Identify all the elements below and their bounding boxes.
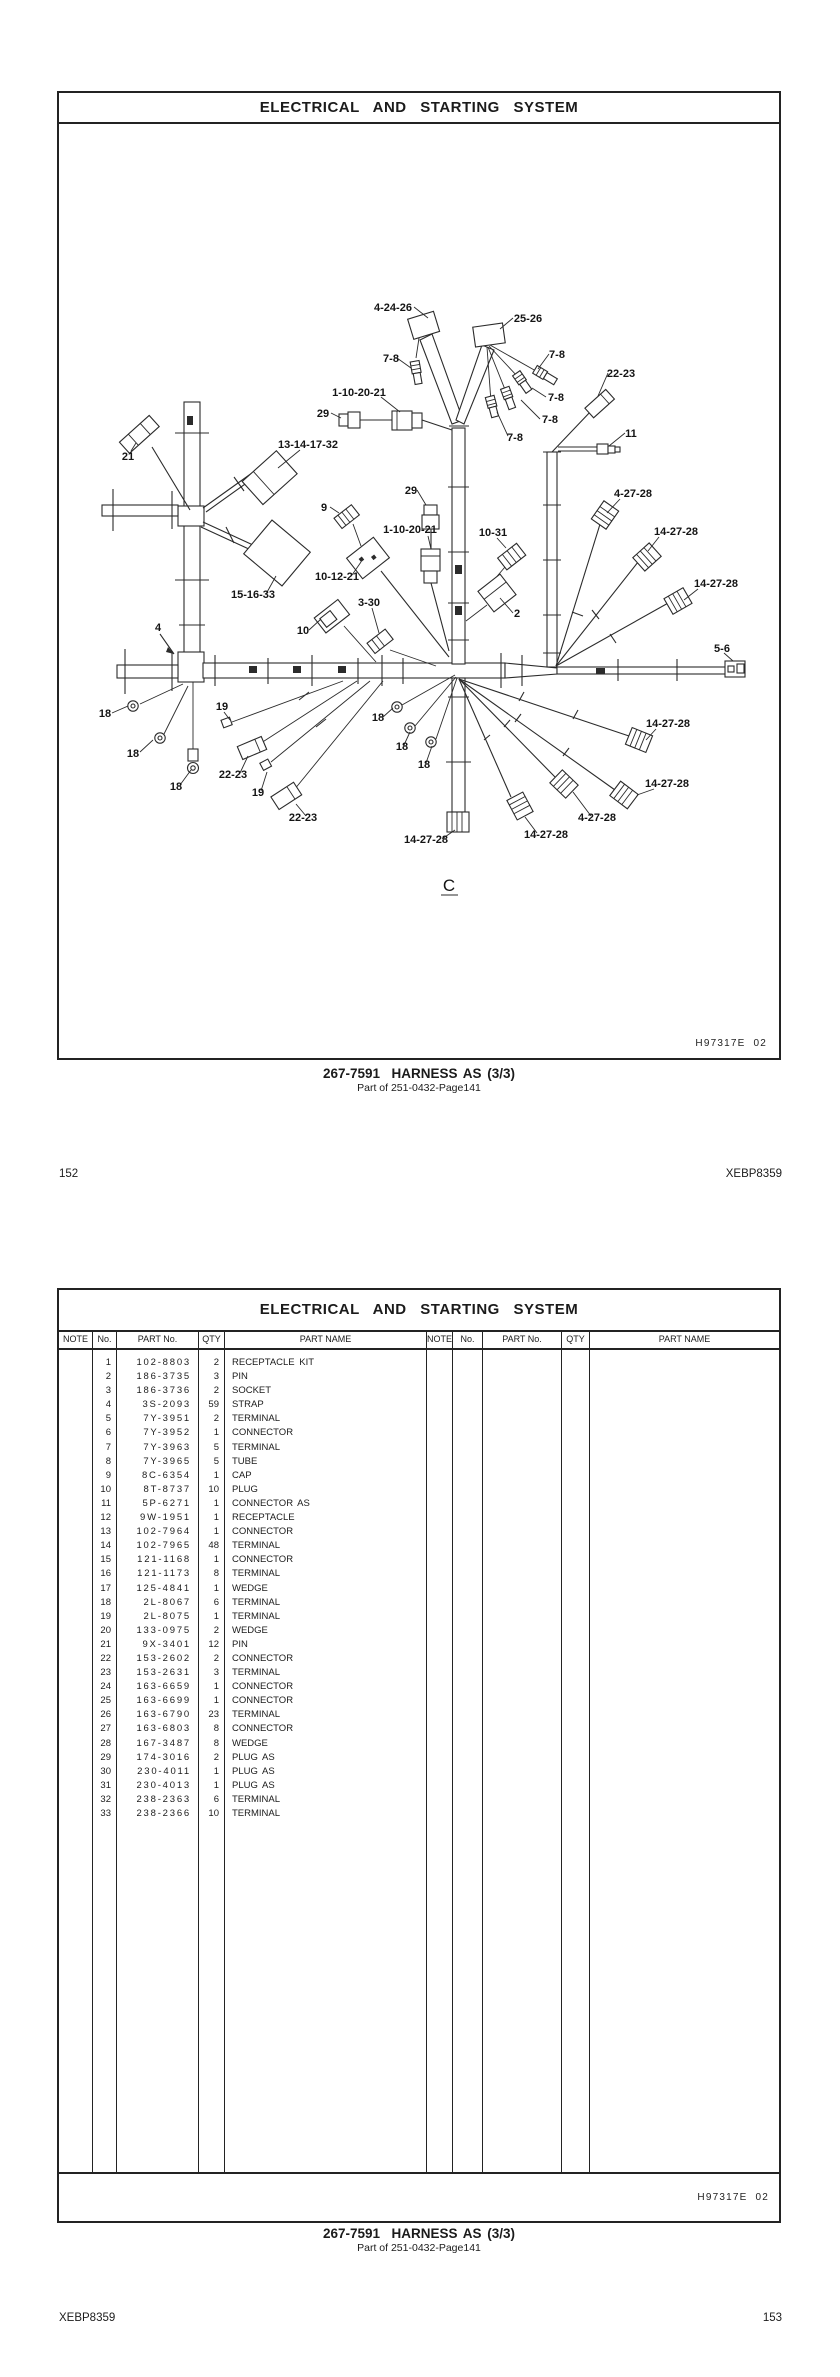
table-cell-name: CONNECTOR [232,1723,294,1735]
diagram-callout: 22-23 [606,368,636,380]
table-cell-no: 26 [100,1709,111,1721]
table-cell-qty: 8 [213,1568,219,1580]
table-cell-name: TERMINAL [232,1709,281,1721]
table-cell-part: 163-6659 [136,1681,191,1693]
column-body-part-name [225,1350,426,2172]
table-cell-name: TERMINAL [232,1610,281,1622]
table-cell-no: 25 [100,1695,111,1707]
table-cell-no: 3 [105,1385,111,1397]
table-cell-part: 186-3735 [136,1371,191,1383]
table-cell-no: 33 [100,1808,111,1819]
column-body-note-2 [427,1350,452,2172]
figure-label: C [442,876,456,895]
table-cell-name: CAP [232,1469,252,1481]
table-caption [57,2226,781,2254]
table-cell-qty: 23 [208,1709,219,1721]
column-header: PART NAME [225,1330,426,1350]
diagram-callout: 14-27-28 [645,718,691,730]
table-cell-part: 9X-3401 [142,1638,191,1650]
table-cell-name: STRAP [232,1399,264,1411]
diagram-callout: 11 [625,428,637,440]
column-header: PART NAME [590,1330,779,1350]
table-cell-qty: 6 [213,1793,219,1805]
diagram-callout: 22-23 [288,812,318,824]
table-cell-name: SOCKET [232,1385,272,1397]
table-cell-name: PIN [232,1638,248,1650]
diagram-callout: 14-27-28 [523,829,569,841]
column-header: NOTE [427,1330,452,1350]
table-cell-qty: 1 [213,1526,219,1538]
diagram-callout: 29 [404,485,418,497]
table-cell-name: PIN [232,1371,248,1383]
table-cell-qty: 48 [208,1540,219,1552]
table-cell-qty: 1 [213,1765,219,1777]
diagram-callout: 7-8 [549,349,565,361]
table-cell-part: 238-2366 [136,1808,191,1819]
page-number: 152 [59,1168,79,1180]
column-no-2 [453,1330,483,2172]
table-cell-name: CONNECTOR [232,1526,294,1538]
column-body-part-name-2 [590,1350,779,2172]
table-cell-no: 14 [100,1540,111,1552]
table-cell-no: 20 [100,1624,111,1636]
table-cell-qty: 1 [213,1681,219,1693]
diagram-callout: 19 [215,701,229,713]
sheet-title: ELECTRICAL AND STARTING SYSTEM [59,1290,779,1332]
table-cell-no: 11 [101,1497,111,1509]
table-cell-no: 2 [105,1371,111,1383]
table-cell-no: 18 [100,1596,111,1608]
diagram-callout: 14-27-28 [644,778,690,790]
table-cell-name: RECEPTACLE [232,1512,295,1524]
column-header: QTY [199,1330,224,1350]
table-cell-name: TERMINAL [232,1793,281,1805]
table-cell-qty: 12 [208,1638,219,1650]
table-cell-part: 8T-8737 [143,1483,191,1495]
caption-title: 267-7591 HARNESS AS (3/3) [322,1066,516,1081]
table-cell-part: 2L-8075 [143,1610,191,1622]
table-cell-qty: 2 [213,1751,219,1763]
table-cell-no: 7 [105,1441,111,1453]
table-cell-name: TERMINAL [232,1568,281,1580]
table-cell-part: 2L-8067 [143,1596,191,1608]
table-cell-no: 1 [105,1357,111,1368]
diagram-callout: 18 [98,708,112,720]
table-cell-qty: 1 [213,1512,219,1524]
table-cell-no: 10 [100,1483,111,1495]
column-body-no [93,1350,116,2172]
table-cell-qty: 8 [213,1723,219,1735]
table-cell-no: 4 [105,1399,111,1411]
table-cell-name: WEDGE [232,1737,268,1749]
diagram-callout: 3-30 [357,597,381,609]
table-cell-qty: 59 [208,1399,219,1411]
table-cell-part: 163-6803 [136,1723,191,1735]
diagram-callout: 21 [121,451,135,463]
column-header: QTY [562,1330,589,1350]
column-qty-2 [562,1330,590,2172]
table-cell-name: TERMINAL [232,1808,281,1819]
publication-code: XEBP8359 [59,2312,116,2324]
table-cell-part: 238-2363 [136,1793,191,1805]
table-cell-part: 3S-2093 [142,1399,191,1411]
table-cell-part: 230-4013 [136,1779,191,1791]
column-body-no-2 [453,1350,482,2172]
column-body-part-no [117,1350,198,2172]
table-cell-qty: 8 [213,1737,219,1749]
table-cell-qty: 1 [213,1469,219,1481]
table-cell-qty: 2 [213,1413,219,1425]
table-cell-name: RECEPTACLE KIT [232,1357,315,1368]
table-cell-no: 15 [100,1554,111,1566]
diagram-callout: 14-27-28 [653,526,699,538]
page-number: 153 [762,2312,782,2324]
table-cell-part: 186-3736 [136,1385,191,1397]
figure-caption [57,1066,781,1094]
table-cell-part: 9W-1951 [140,1512,191,1524]
column-body-part-no-2 [483,1350,561,2172]
table-cell-qty: 10 [208,1808,219,1819]
column-note [59,1330,93,2172]
diagram-callout: 25-26 [513,313,543,325]
diagram-callout: 4 [154,622,162,634]
harness-diagram [57,91,781,1060]
caption-subtitle: Part of 251-0432-Page141 [357,2242,481,2254]
column-header: No. [453,1330,482,1350]
table-cell-part: 102-7964 [136,1526,191,1538]
table-cell-part: 102-8803 [136,1357,191,1368]
table-cell-qty: 5 [213,1455,219,1467]
table-cell-part: 121-1173 [137,1568,191,1580]
diagram-callout: 19 [251,787,265,799]
table-cell-qty: 6 [213,1596,219,1608]
table-cell-qty: 1 [213,1610,219,1622]
column-part-no-2 [483,1330,562,2172]
table-cell-no: 28 [100,1737,111,1749]
table-cell-no: 31 [100,1779,111,1791]
table-cell-part: 133-0975 [136,1624,191,1636]
table-cell-name: PLUG AS [232,1765,275,1777]
table-cell-part: 102-7965 [136,1540,191,1552]
table-cell-name: TERMINAL [232,1540,281,1552]
table-cell-no: 13 [100,1526,111,1538]
column-part-no [117,1330,199,2172]
table-cell-no: 24 [100,1681,111,1693]
table-cell-part: 7Y-3963 [143,1441,191,1453]
table-cell-no: 12 [100,1512,111,1524]
table-cell-qty: 1 [213,1427,219,1439]
column-body-qty-2 [562,1350,589,2172]
table-cell-no: 27 [100,1723,111,1735]
table-cell-name: CONNECTOR [232,1427,294,1439]
table-cell-no: 23 [100,1667,111,1679]
table-cell-part: 153-2631 [136,1667,191,1679]
diagram-callout: 10-12-21 [314,571,360,583]
table-cell-part: 8C-6354 [141,1469,191,1481]
table-cell-no: 17 [100,1582,111,1594]
table-cell-name: PLUG [232,1483,258,1495]
caption-title: 267-7591 HARNESS AS (3/3) [322,2226,516,2241]
table-cell-name: TERMINAL [232,1441,281,1453]
diagram-callout: 2 [513,608,521,620]
table-cell-qty: 10 [208,1483,219,1495]
table-cell-no: 32 [100,1793,111,1805]
table-cell-no: 21 [100,1638,111,1650]
table-cell-name: WEDGE [232,1624,268,1636]
table-cell-no: 6 [105,1427,111,1439]
table-cell-name: TUBE [232,1455,258,1467]
diagram-callout: 14-27-28 [403,834,449,846]
diagram-callout: 18 [126,748,140,760]
table-cell-part: 7Y-3965 [143,1455,191,1467]
table-cell-name: CONNECTOR [232,1652,294,1664]
table-cell-name: PLUG AS [232,1779,275,1791]
column-header: No. [93,1330,116,1350]
table-cell-part: 230-4011 [137,1765,191,1777]
table-cell-qty: 1 [213,1554,219,1566]
table-cell-qty: 1 [213,1695,219,1707]
drawing-number: H97317E 02 [695,1038,767,1049]
table-cell-no: 9 [105,1469,111,1481]
diagram-callout: 5-6 [714,643,730,655]
diagram-callout: 1-10-20-21 [332,387,386,399]
column-part-name [225,1330,427,2172]
table-cell-no: 29 [100,1751,111,1763]
diagram-callout: 18 [169,781,183,793]
table-cell-part: 167-3487 [136,1737,191,1749]
table-cell-part: 174-3016 [136,1751,191,1763]
column-header: NOTE [59,1330,92,1350]
table-cell-name: PLUG AS [232,1751,275,1763]
table-cell-name: WEDGE [232,1582,268,1594]
table-cell-name: CONNECTOR [232,1554,294,1566]
table-cell-no: 16 [100,1568,111,1580]
diagram-callout: 14-27-28 [693,578,739,590]
diagram-callout: 7-8 [507,432,523,444]
diagram-callout: 7-8 [383,353,399,365]
sheet-title: ELECTRICAL AND STARTING SYSTEM [59,93,779,124]
table-cell-name: TERMINAL [232,1413,281,1425]
table-cell-no: 19 [100,1610,111,1622]
table-cell-name: TERMINAL [232,1667,281,1679]
parts-table [59,1330,779,2172]
table-cell-part: 163-6699 [136,1695,191,1707]
diagram-callout: 4-27-28 [578,812,616,824]
table-cell-part: 7Y-3952 [143,1427,191,1439]
table-cell-part: 121-1168 [137,1554,191,1566]
diagram-callout: 9 [320,502,328,514]
column-no [93,1330,117,2172]
column-body-note [59,1350,92,2172]
table-cell-name: CONNECTOR AS [232,1497,310,1509]
diagram-callout: 29 [316,408,330,420]
table-cell-qty: 1 [213,1582,219,1594]
diagram-callout: 10-31 [478,527,508,539]
column-header: PART No. [117,1330,198,1350]
table-cell-name: CONNECTOR [232,1681,294,1693]
column-body-qty [199,1350,224,2172]
diagram-callout: 4-27-28 [614,488,652,500]
table-cell-name: CONNECTOR [232,1695,294,1707]
diagram-callout: 18 [417,759,431,771]
column-header: PART No. [483,1330,561,1350]
table-cell-part: 5P-6271 [142,1497,191,1509]
diagram-callout: 7-8 [548,392,564,404]
table-cell-no: 22 [100,1652,111,1664]
diagram-callout: 22-23 [218,769,248,781]
parts-table-sheet [57,1288,781,2223]
table-cell-qty: 2 [213,1624,219,1636]
diagram-callout: 18 [371,712,385,724]
diagram-callout: 7-8 [542,414,558,426]
table-cell-no: 30 [100,1765,111,1777]
table-cell-qty: 2 [213,1652,219,1664]
table-cell-part: 153-2602 [136,1652,191,1664]
column-note-2 [427,1330,453,2172]
column-qty [199,1330,225,2172]
publication-code: XEBP8359 [725,1168,782,1180]
table-footer-strip [59,2172,779,2221]
table-cell-qty: 1 [213,1497,219,1509]
table-cell-part: 125-4841 [136,1582,191,1594]
table-cell-qty: 3 [213,1371,219,1383]
table-cell-qty: 2 [213,1385,219,1397]
table-cell-no: 8 [105,1455,111,1467]
table-cell-part: 7Y-3951 [143,1413,191,1425]
caption-subtitle: Part of 251-0432-Page141 [357,1082,481,1094]
table-cell-qty: 1 [213,1779,219,1791]
table-cell-part: 163-6790 [136,1709,191,1721]
table-cell-no: 5 [105,1413,111,1425]
table-cell-qty: 5 [213,1441,219,1453]
diagram-callout: 18 [395,741,409,753]
diagram-callout: 4-24-26 [374,302,412,314]
column-part-name-2 [590,1330,779,2172]
table-cell-name: TERMINAL [232,1596,281,1608]
diagram-callout: 15-16-33 [230,589,276,601]
table-cell-qty: 3 [213,1667,219,1679]
table-cell-qty: 2 [213,1357,219,1368]
drawing-number: H97317E 02 [697,2192,769,2203]
diagram-callout: 1-10-20-21 [383,524,437,536]
diagram-callout: 10 [296,625,310,637]
diagram-callout: 13-14-17-32 [278,439,338,451]
